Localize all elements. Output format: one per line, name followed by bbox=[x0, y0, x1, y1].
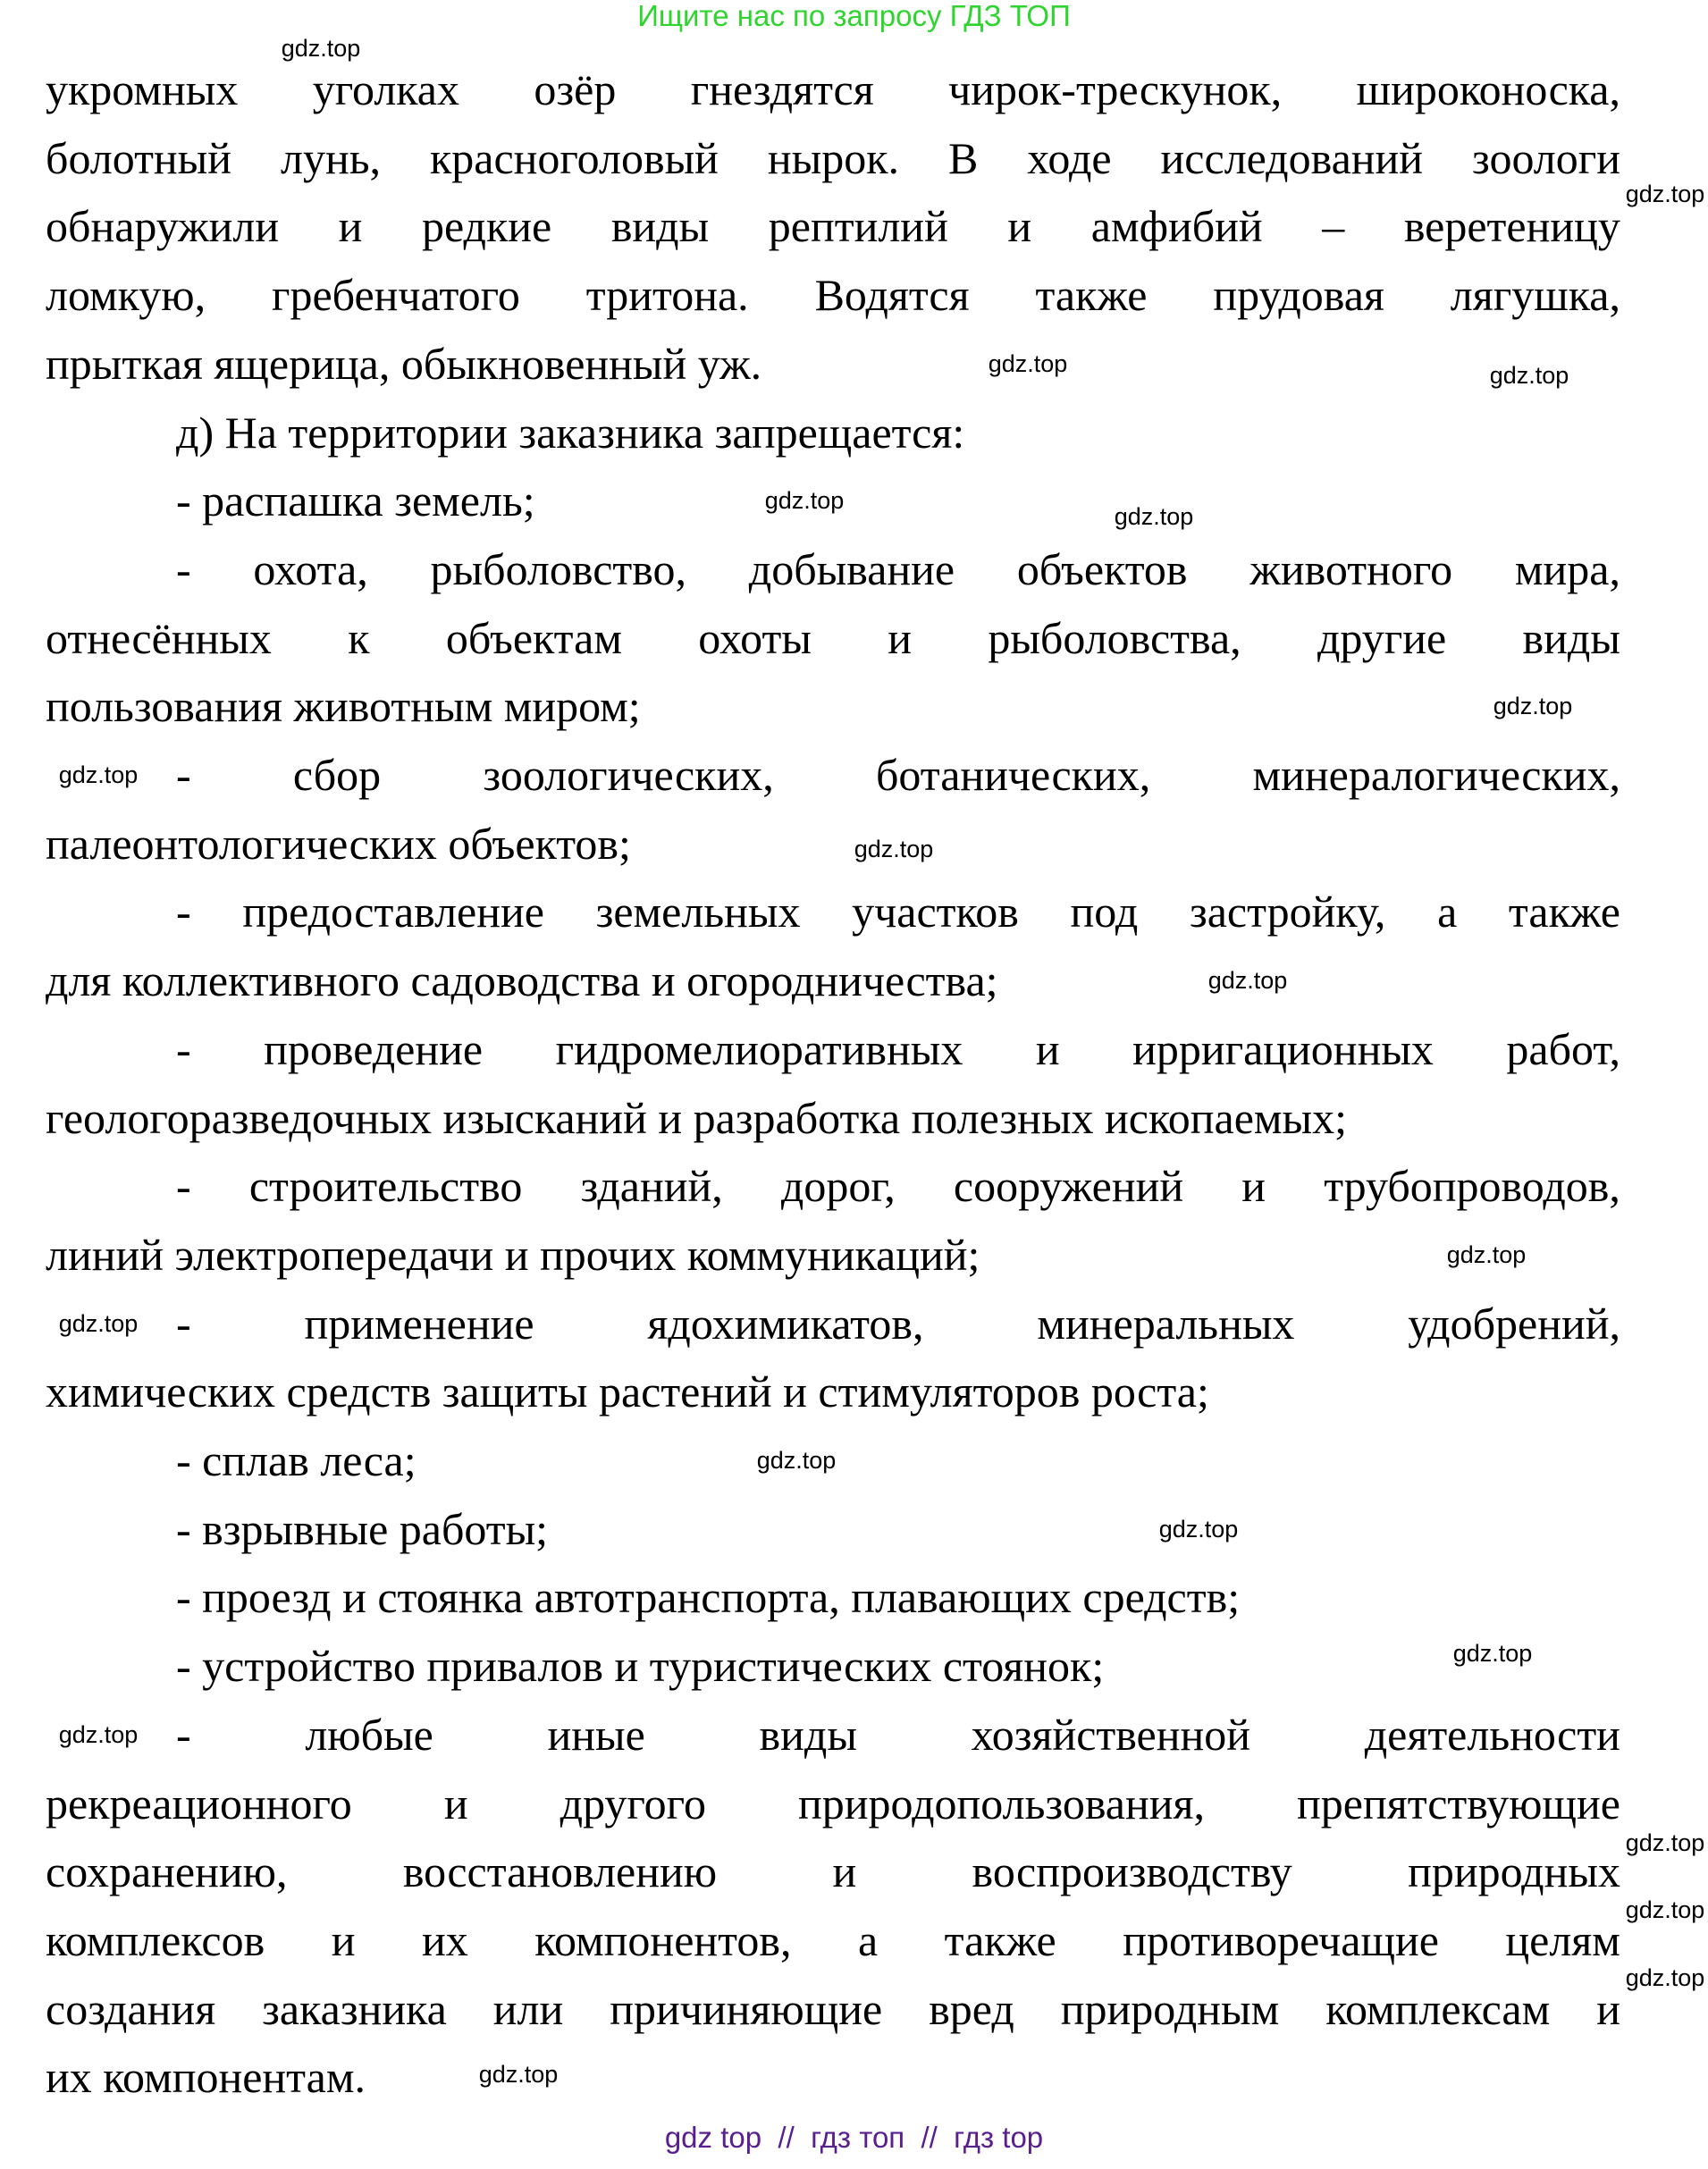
word: охота, bbox=[253, 544, 368, 594]
word: - bbox=[176, 887, 191, 937]
text-line bbox=[176, 1160, 1620, 1212]
word: другого bbox=[560, 1778, 706, 1829]
word: применение bbox=[304, 1299, 534, 1349]
word: озёр bbox=[534, 64, 617, 114]
word: природным bbox=[1060, 1984, 1280, 2034]
word: дорог, bbox=[780, 1161, 896, 1211]
word: и bbox=[443, 1778, 468, 1829]
word: любые bbox=[305, 1710, 433, 1760]
word: целям bbox=[1505, 1915, 1620, 1965]
word: рептилий bbox=[768, 201, 948, 251]
text-line: линий электропередачи и прочих коммуникаций; bbox=[46, 1230, 980, 1280]
word: противоречащие bbox=[1123, 1915, 1439, 1965]
watermark: gdz.top bbox=[1625, 181, 1705, 207]
word: природопользования, bbox=[798, 1778, 1205, 1829]
word: отнесённых bbox=[46, 613, 272, 663]
text-line bbox=[46, 200, 1620, 252]
word: хозяйственной bbox=[971, 1710, 1251, 1760]
text-line: прыткая ящерица, обыкновенный уж. bbox=[46, 339, 762, 389]
word: причиняющие bbox=[610, 1984, 883, 2034]
word: гребенчатого bbox=[271, 270, 520, 320]
word: обнаружили bbox=[46, 201, 280, 251]
word: ирригационных bbox=[1132, 1024, 1434, 1074]
word: объектам bbox=[445, 613, 622, 663]
word: а bbox=[857, 1915, 879, 1965]
word: и bbox=[1241, 1161, 1266, 1211]
watermark: gdz.top bbox=[1493, 693, 1573, 719]
word: рекреационного bbox=[46, 1778, 352, 1829]
word: и bbox=[1035, 1024, 1060, 1074]
text-line: д) На территории заказника запрещается: bbox=[176, 408, 965, 458]
watermark: gdz.top bbox=[1158, 1516, 1239, 1543]
word: амфибий bbox=[1090, 201, 1263, 251]
text-line: химических средств защиты растений и стимуляторов роста; bbox=[46, 1366, 1209, 1417]
word: - bbox=[176, 1024, 191, 1074]
watermark: gdz.top bbox=[1114, 503, 1194, 530]
text-line: - распашка земель; bbox=[176, 475, 535, 525]
word: лягушка, bbox=[1450, 270, 1620, 320]
text-line bbox=[46, 1983, 1620, 2035]
watermark: gdz.top bbox=[58, 761, 139, 788]
footer-banner: gdz top // гдз топ // гдз top bbox=[664, 2121, 1044, 2154]
word: сбор bbox=[292, 750, 382, 800]
word: болотный bbox=[46, 133, 232, 183]
word: чирок-трескунок, bbox=[948, 64, 1283, 114]
word: комплексов bbox=[46, 1915, 265, 1965]
text-line: их компонентам. bbox=[46, 2052, 366, 2102]
word: также bbox=[944, 1915, 1056, 1965]
word: сооружений bbox=[953, 1161, 1184, 1211]
word: работ, bbox=[1506, 1024, 1620, 1074]
word: виды bbox=[610, 201, 710, 251]
word: и bbox=[1007, 201, 1032, 251]
watermark: gdz.top bbox=[756, 1447, 837, 1474]
word: красноголовый bbox=[429, 133, 719, 183]
text-line bbox=[46, 132, 1620, 184]
word: гнездятся bbox=[690, 64, 874, 114]
word: восстановлению bbox=[402, 1846, 718, 1896]
word: - bbox=[176, 1299, 191, 1349]
word: Водятся bbox=[814, 270, 970, 320]
word: виды bbox=[1522, 613, 1620, 663]
word: В bbox=[947, 133, 979, 183]
text-line bbox=[176, 1709, 1620, 1761]
watermark: gdz.top bbox=[478, 2061, 559, 2088]
watermark: gdz.top bbox=[1625, 1896, 1705, 1923]
word: - bbox=[176, 544, 191, 594]
word: добывание bbox=[748, 544, 955, 594]
word: участков bbox=[852, 887, 1019, 937]
word: комплексам bbox=[1325, 1984, 1551, 2034]
text-line bbox=[176, 749, 1620, 801]
text-line: палеонтологических объектов; bbox=[46, 819, 631, 869]
word: компонентов, bbox=[534, 1915, 792, 1965]
word: земельных bbox=[595, 887, 801, 937]
word: и bbox=[888, 613, 913, 663]
word: лунь, bbox=[281, 133, 382, 183]
word: веретеницу bbox=[1403, 201, 1620, 251]
word: удобрений, bbox=[1408, 1299, 1620, 1349]
word: иные bbox=[547, 1710, 645, 1760]
watermark: gdz.top bbox=[1207, 967, 1288, 994]
watermark: gdz.top bbox=[854, 836, 934, 862]
word: исследований bbox=[1160, 133, 1424, 183]
word: сохранению, bbox=[46, 1846, 288, 1896]
word: природных bbox=[1408, 1846, 1620, 1896]
text-line bbox=[46, 612, 1620, 664]
word: ломкую, bbox=[46, 270, 206, 320]
word: объектов bbox=[1016, 544, 1188, 594]
watermark: gdz.top bbox=[1452, 1640, 1533, 1667]
word: гидромелиоративных bbox=[555, 1024, 963, 1074]
text-line bbox=[176, 1298, 1620, 1349]
text-line: - проезд и стоянка автотранспорта, плавающих средств; bbox=[176, 1572, 1241, 1622]
word: и bbox=[331, 1915, 356, 1965]
text-line bbox=[46, 1778, 1620, 1829]
word: ботанических, bbox=[875, 750, 1151, 800]
word: - bbox=[176, 1161, 191, 1211]
word: вред bbox=[929, 1984, 1014, 2034]
word: уголках bbox=[312, 64, 460, 114]
word: и bbox=[338, 201, 363, 251]
word: также bbox=[1035, 270, 1148, 320]
word: воспроизводству bbox=[972, 1846, 1292, 1896]
watermark: gdz.top bbox=[58, 1721, 139, 1748]
word: зданий, bbox=[580, 1161, 723, 1211]
word: трубопроводов, bbox=[1324, 1161, 1620, 1211]
text-line bbox=[176, 543, 1620, 595]
watermark: gdz.top bbox=[1489, 362, 1569, 389]
word: – bbox=[1322, 201, 1345, 251]
text-line: пользования животным миром; bbox=[46, 681, 641, 731]
word: - bbox=[176, 1710, 191, 1760]
watermark: gdz.top bbox=[764, 487, 845, 514]
word: виды bbox=[759, 1710, 857, 1760]
watermark: gdz.top bbox=[1625, 1964, 1705, 1991]
word: строительство bbox=[248, 1161, 523, 1211]
word: и bbox=[832, 1846, 857, 1896]
word: деятельности bbox=[1364, 1710, 1620, 1760]
word: и bbox=[1596, 1984, 1620, 2034]
word: - bbox=[176, 750, 191, 800]
word: нырок. bbox=[767, 133, 900, 183]
word: также bbox=[1508, 887, 1620, 937]
text-line bbox=[46, 63, 1620, 115]
word: зоологических, bbox=[483, 750, 774, 800]
text-line bbox=[46, 1845, 1620, 1897]
word: проведение bbox=[264, 1024, 484, 1074]
text-line bbox=[46, 1914, 1620, 1966]
word: под bbox=[1070, 887, 1139, 937]
text-line: - взрывные работы; bbox=[176, 1504, 549, 1554]
word: зоологи bbox=[1471, 133, 1620, 183]
watermark: gdz.top bbox=[1625, 1829, 1705, 1856]
word: рыболовства, bbox=[988, 613, 1241, 663]
word: ядохимикатов, bbox=[647, 1299, 924, 1349]
watermark: gdz.top bbox=[281, 35, 361, 62]
word: к bbox=[348, 613, 370, 663]
word: рыболовство, bbox=[430, 544, 686, 594]
word: заказника bbox=[262, 1984, 447, 2034]
word: укромных bbox=[46, 64, 239, 114]
word: или bbox=[492, 1984, 564, 2034]
word: мира, bbox=[1514, 544, 1620, 594]
word: минералогических, bbox=[1252, 750, 1620, 800]
word: тритона. bbox=[585, 270, 749, 320]
word: препятствующие bbox=[1297, 1778, 1620, 1829]
word: прудовая bbox=[1213, 270, 1384, 320]
word: их bbox=[421, 1915, 468, 1965]
text-line: геологоразведочных изысканий и разработка полезных ископаемых; bbox=[46, 1093, 1348, 1143]
text-line bbox=[46, 269, 1620, 321]
watermark: gdz.top bbox=[1446, 1241, 1527, 1268]
word: редкие bbox=[422, 201, 552, 251]
watermark: gdz.top bbox=[58, 1310, 139, 1337]
word: охоты bbox=[698, 613, 812, 663]
search-banner: Ищите нас по запросу ГДЗ ТОП bbox=[637, 0, 1071, 32]
word: застройку, bbox=[1189, 887, 1386, 937]
text-line bbox=[176, 1023, 1620, 1075]
word: ходе bbox=[1027, 133, 1112, 183]
text-line: для коллективного садоводства и огородничества; bbox=[46, 955, 998, 1005]
text-line bbox=[176, 886, 1620, 937]
text-line: - устройство привалов и туристических стоянок; bbox=[176, 1641, 1105, 1691]
word: животного bbox=[1249, 544, 1453, 594]
text-line: - сплав леса; bbox=[176, 1435, 416, 1485]
word: предоставление bbox=[242, 887, 544, 937]
watermark: gdz.top bbox=[988, 350, 1068, 377]
word: широконоска, bbox=[1356, 64, 1620, 114]
word: создания bbox=[46, 1984, 216, 2034]
word: минеральных bbox=[1037, 1299, 1295, 1349]
word: а bbox=[1437, 887, 1458, 937]
word: другие bbox=[1317, 613, 1447, 663]
